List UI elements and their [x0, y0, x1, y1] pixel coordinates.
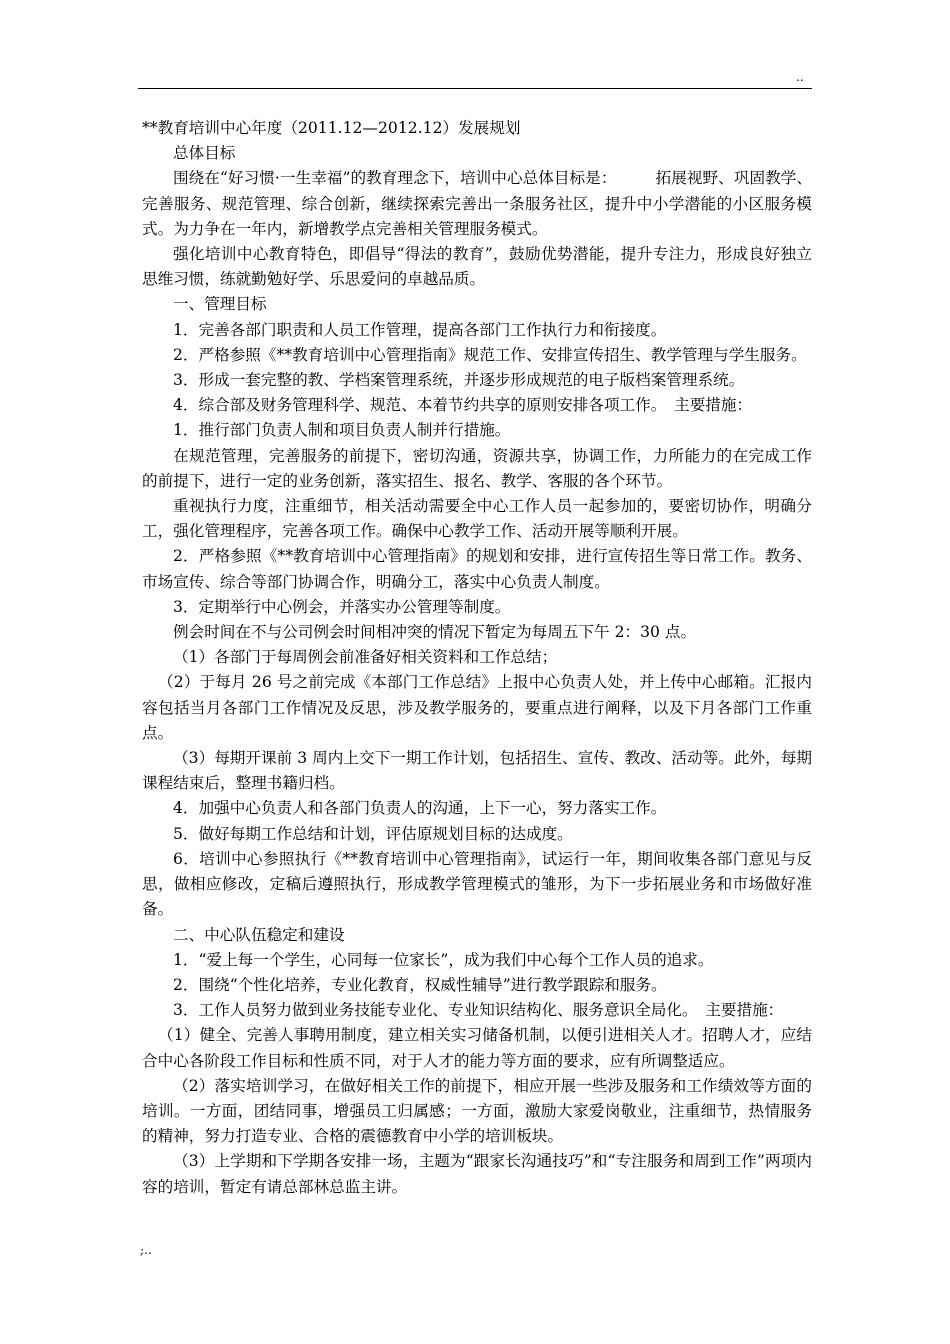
sub-item: （3）上学期和下学期各安排一场，主题为“跟家长沟通技巧”和“专注服务和周到工作”两项内容的培训，暂定有请总部林总监主讲。 [142, 1152, 812, 1196]
footer-mark: ;.. [140, 1243, 152, 1257]
list-item: 4．综合部及财务管理科学、规范、本着节约共享的原则安排各项工作。 主要措施： [173, 396, 753, 415]
sub-item: （2）落实培训学习，在做好相关工作的前提下，相应开展一些涉及服务和工作绩效等方面的培训。一方面，团结同事，增强员工归属感；一方面，激励大家爱岗敬业，注重细节，热情服务的精神，努力打造专业、合格的震德教育中小学的培训板块。 [142, 1076, 812, 1146]
document-title: **教育培训中心年度（2011.12—2012.12）发展规划 [142, 119, 521, 137]
paragraph: 例会时间在不与公司例会时间相冲突的情况下暂定为每周五下午 2：30 点。 [173, 623, 697, 642]
list-item: 4．加强中心负责人和各部门负责人的沟通，上下一心，努力落实工作。 [173, 799, 667, 818]
sub-item: （1）各部门于每周例会前准备好相关资料和工作总结； [173, 648, 558, 667]
section-heading-team: 二、中心队伍稳定和建设 [173, 925, 345, 944]
header-mark: .. [796, 70, 804, 84]
list-item: 1．推行部门负责人制和项目负责人制并行措施。 [173, 421, 511, 440]
header-rule [138, 88, 812, 89]
document-body [142, 116, 812, 1200]
sub-item: （2）于每月 26 号之前完成《本部门工作总结》上报中心负责人处，并上传中心邮箱。汇报内容包括当月各部门工作情况及反思，涉及教学服务的，要重点进行阐释，以及下月各部门工作重点。 [142, 673, 812, 742]
section-heading-overall-goal: 总体目标 [173, 144, 236, 163]
list-item: 2．严格参照《**教育培训中心管理指南》规范工作、安排宣传招生、教学管理与学生服务。 [173, 345, 807, 364]
paragraph: 围绕在“好习惯·一生幸福”的教育理念下，培训中心总体目标是： 拓展视野、巩固教学、完善服务、规范管理、综合创新，继续探索完善出一条服务社区，提升中小学潜能的小区服务模式。为力争在一年内，新增教学点完善相关管理服务模式。 [142, 169, 812, 238]
paragraph: 重视执行力度，注重细节，相关活动需要全中心工作人员一起参加的，要密切协作，明确分工，强化管理程序，完善各项工作。确保中心教学工作、活动开展等顺利开展。 [142, 497, 812, 541]
sub-item: （1）健全、完善人事聘用制度，建立相关实习储备机制，以便引进相关人才。招聘人才，应结合中心各阶段工作目标和性质不同，对于人才的能力等方面的要求，应有所调整适应。 [142, 1026, 812, 1070]
section-heading-management: 一、管理目标 [173, 295, 267, 314]
paragraph: 强化培训中心教育特色，即倡导“得法的教育”，鼓励优势潜能，提升专注力，形成良好独立思维习惯，练就勤勉好学、乐思爱问的卓越品质。 [142, 245, 812, 289]
list-item: 2．围绕“个性化培养，专业化教育，权威性辅导”进行教学跟踪和服务。 [173, 975, 667, 994]
list-item: 3．形成一套完整的教、学档案管理系统，并逐步形成规范的电子版档案管理系统。 [173, 371, 745, 390]
list-item: 5．做好每期工作总结和计划，评估原规划目标的达成度。 [173, 824, 573, 843]
list-item: 1．“爱上每一个学生，心同每一位家长”，成为我们中心每个工作人员的追求。 [173, 950, 714, 969]
list-item: 3．工作人员努力做到业务技能专业化、专业知识结构化、服务意识全局化。 主要措施： [173, 1001, 784, 1020]
list-item: 6．培训中心参照执行《**教育培训中心管理指南》，试运行一年，期间收集各部门意见与反思，做相应修改，定稿后遵照执行，形成教学管理模式的雏形，为下一步拓展业务和市场做好准备。 [142, 849, 812, 919]
list-item: 2．严格参照《**教育培训中心管理指南》的规划和安排，进行宣传招生等日常工作。教务、市场宣传、综合等部门协调合作，明确分工，落实中心负责人制度。 [142, 547, 812, 591]
list-item: 3．定期举行中心例会，并落实办公管理等制度。 [173, 597, 511, 616]
sub-item: （3）每期开课前 3 周内上交下一期工作计划，包括招生、宣传、教改、活动等。此外，每期课程结束后，整理书籍归档。 [142, 749, 812, 793]
paragraph: 在规范管理，完善服务的前提下，密切沟通，资源共享，协调工作，力所能力的在完成工作的前提下，进行一定的业务创新，落实招生、报名、教学、客服的各个环节。 [142, 446, 812, 490]
list-item: 1．完善各部门职责和人员工作管理，提高各部门工作执行力和衔接度。 [173, 320, 667, 339]
